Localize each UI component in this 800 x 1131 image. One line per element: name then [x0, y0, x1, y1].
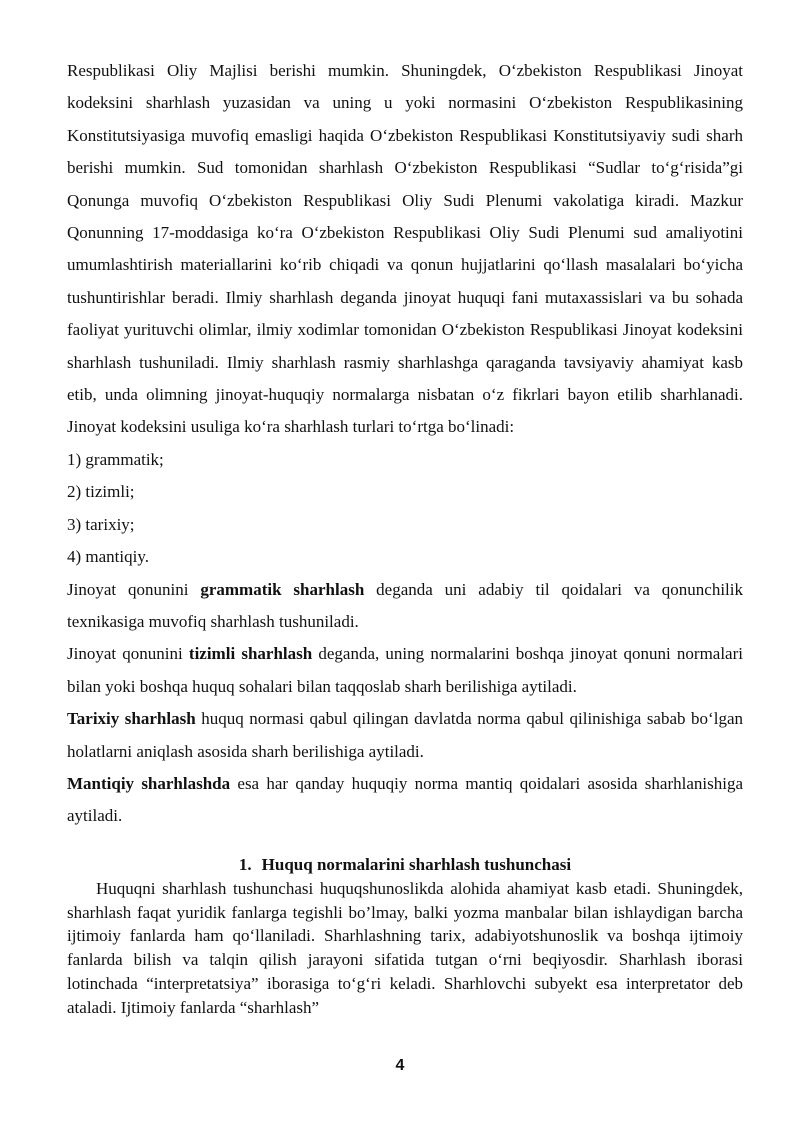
- paragraph-grammatik: [67, 574, 743, 639]
- page-number: 4: [395, 1057, 405, 1074]
- section-title: Huquq normalarini sharhlash tushunchasi: [261, 854, 572, 874]
- grammatik-lead: Jinoyat qonunini: [67, 579, 201, 599]
- section-heading: [67, 853, 743, 877]
- list-item-mantiqiy: 4) mantiqiy.: [67, 547, 149, 567]
- paragraph-intro: Respublikasi Oliy Majlisi berishi mumkin. Shuningdek, O‘zbekiston Respublikasi Jinoyat kodeksini sharhlash yuzasidan va uning u yoki normasini O‘zbekiston Respublikasining Konstitutsiyasiga muvofiq emasligi haqida O‘zbekiston Respublikasi Konstitutsiyaviy sudi sharh berishi mumkin. Sud tomonidan sharhlash O‘zbekiston Respublikasi “Sudlar to‘g‘risida”gi Qonunga muvofiq O‘zbekiston Respublikasi Oliy Sudi Plenumi vakolatiga kiradi. Mazkur Qonunning 17-moddasiga ko‘ra O‘zbekiston Respublikasi Oliy Sudi Plenumi sud amaliyotini umumlashtirish materiallarini ko‘rib chiqadi va qonun hujjatlarini qo‘llash masalalari bo‘yicha tushuntirishlar beradi. Ilmiy sharhlash deganda jinoyat huquqi fani mutaxassislari va bu sohada faoliyat yurituvchi olimlar, ilmiy xodimlar tomonidan O‘zbekiston Respublikasi Jinoyat kodeksini sharhlash tushuniladi. Ilmiy sharhlash rasmiy sharhlashga qaraganda tavsiyaviy ahamiyat kasb etib, unda olimning jinoyat-huquqiy normalarga nisbatan o‘z fikrlari bayon etilib sharhlanadi. Jinoyat kodeksini usuliga ko‘ra sharhlash turlari to‘rtga bo‘linadi:: [67, 61, 743, 437]
- tizimli-term: tizimli sharhlash: [188, 644, 313, 664]
- list-item-grammatik: 1) grammatik;: [67, 449, 164, 469]
- tizimli-text: deganda, uning normalarini boshqa jinoyat qonuni normalari bilan yoki boshqa huquq sohalari bilan taqqoslab sharh berilishiga aytiladi.: [67, 644, 743, 696]
- tizimli-lead: Jinoyat qonunini: [67, 644, 189, 664]
- grammatik-text: deganda uni adabiy til qoidalari va qonunchilik texnikasiga muvofiq sharhlash tushuniladi.: [67, 579, 743, 631]
- mantiqiy-text: esa har qanday huquqiy norma mantiq qoidalari asosida sharhlanishiga aytiladi.: [67, 773, 743, 826]
- tarixiy-text: huquq normasi qabul qilingan davlatda norma qabul qilinishiga sabab bo‘lgan holatlarni aniqlash asosida sharh berilishiga aytiladi.: [67, 709, 743, 761]
- document-page: [67, 55, 743, 1020]
- section-paragraph: Huquqni sharhlash tushunchasi huquqshunoslikda alohida ahamiyat kasb etadi. Shuningdek, sharhlash faqat yuridik fanlarga tegishli bo’lmay, balki yozma manbalar bilan ishlaydigan barcha ijtimoiy fanlarda ham qo‘llaniladi. Sharhlashning tarix, adabiyotshunoslik va boshqa ijtimoiy fanlarda bilish va talqin qilish jarayoni sifatida tutgan o‘rni beqiyosdir. Sharhlash iborasi lotinchada “interpretatsiya” iborasiga to‘g‘ri keladi. Sharhlovchi subyekt esa interpretator deb ataladi. Ijtimoiy fanlarda “sharhlash”: [67, 878, 743, 1017]
- paragraph-mantiqiy: [67, 768, 743, 833]
- list-item-tizimli: 2) tizimli;: [67, 482, 135, 502]
- section-number: 1.: [238, 854, 252, 874]
- paragraph-tarixiy: [67, 703, 743, 768]
- grammatik-term: grammatik sharhlash: [200, 579, 365, 599]
- main-text: [67, 55, 743, 833]
- paragraph-tizimli: [67, 638, 743, 703]
- mantiqiy-term: Mantiqiy sharhlashda: [67, 773, 231, 793]
- section-text: [67, 877, 743, 1020]
- tarixiy-term: Tarixiy sharhlash: [67, 709, 196, 729]
- list-item-tarixiy: 3) tarixiy;: [67, 514, 135, 534]
